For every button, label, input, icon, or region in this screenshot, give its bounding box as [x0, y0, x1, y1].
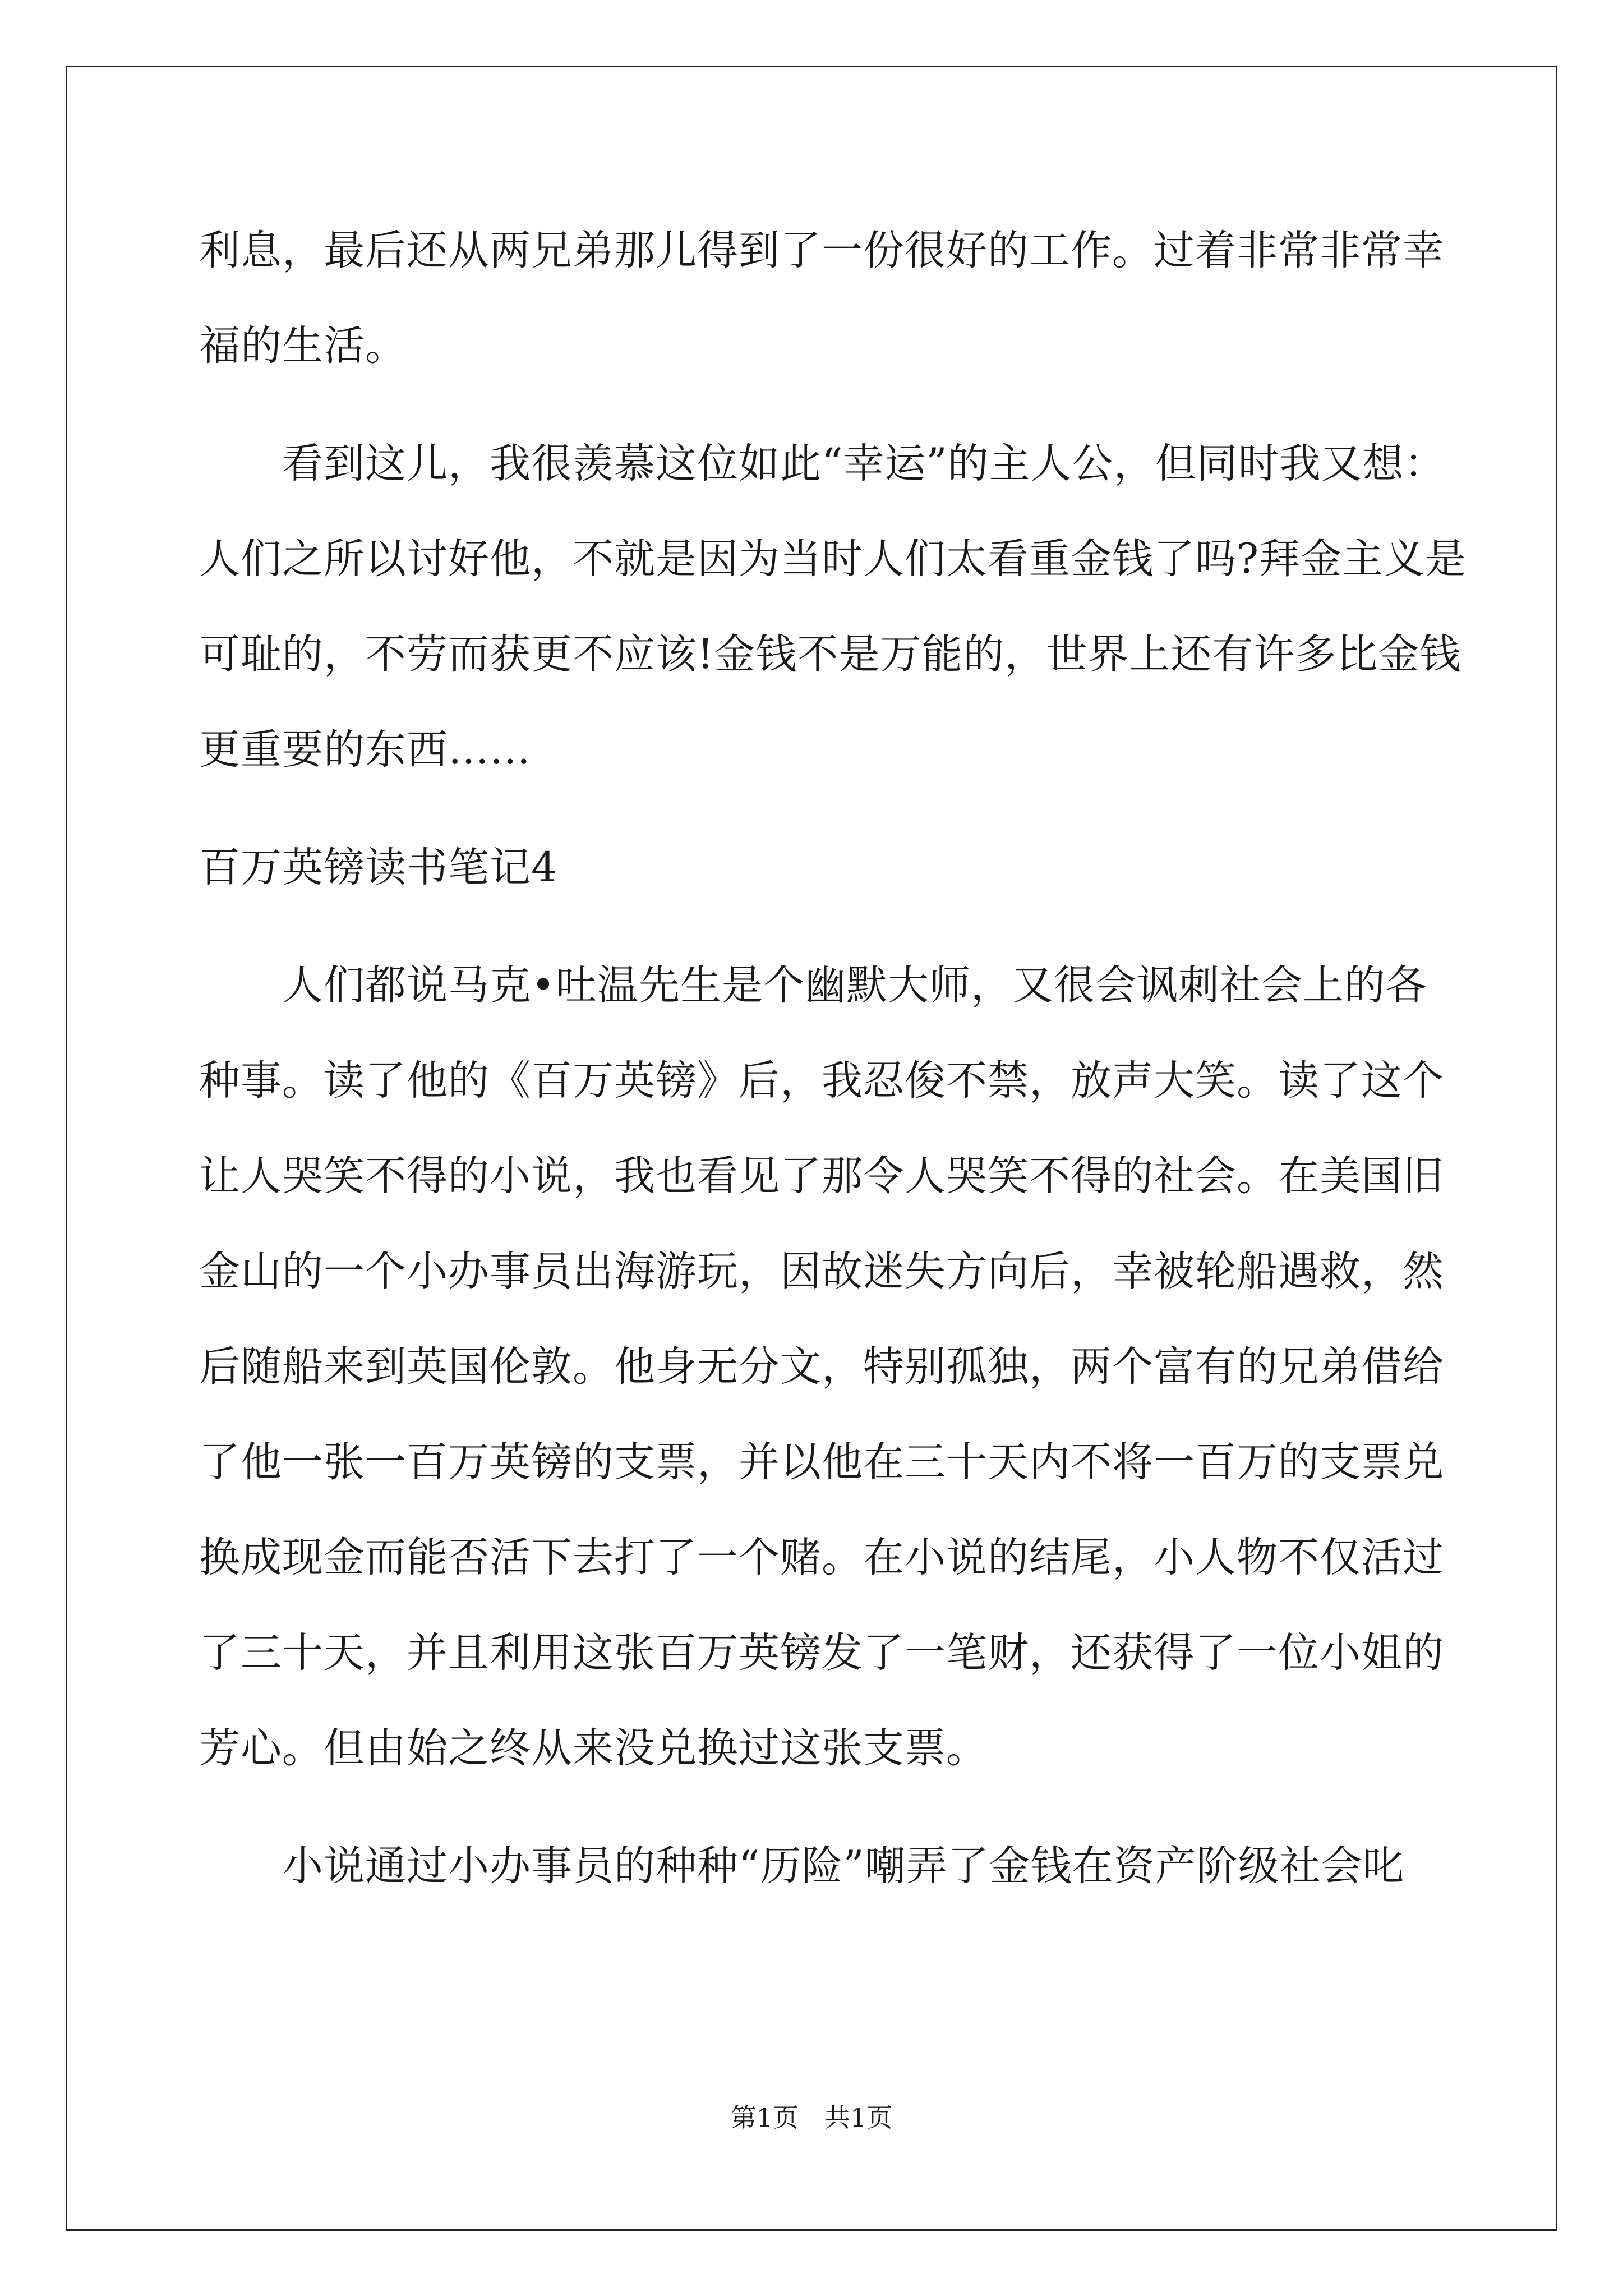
section-heading: 百万英镑读书笔记4: [199, 844, 558, 891]
body-line: 人们之所以讨好他，不就是因为当时人们太看重金钱了吗?拜金主义是: [199, 535, 1467, 583]
body-line: 让人哭笑不得的小说，我也看见了那令人哭笑不得的社会。在美国旧: [199, 1152, 1444, 1200]
body-line: 换成现金而能否活下去打了一个赌。在小说的结尾，小人物不仅活过: [199, 1534, 1444, 1581]
body-line: 利息，最后还从两兄弟那儿得到了一份很好的工作。过着非常非常幸: [199, 227, 1444, 274]
page-number-footer: 第1页 共1页: [730, 2102, 893, 2133]
body-line: 小说通过小办事员的种种“历险”嘲弄了金钱在资产阶级社会叱: [199, 1842, 1404, 1890]
body-line: 后随船来到英国伦敦。他身无分文，特别孤独，两个富有的兄弟借给: [199, 1343, 1444, 1391]
body-line: 更重要的东西……: [199, 726, 531, 774]
body-line: 金山的一个小办事员出海游玩，因故迷失方向后，幸被轮船遇救，然: [199, 1248, 1444, 1295]
body-line: 人们都说马克•吐温先生是个幽默大师，又很会讽刺社会上的各: [199, 961, 1428, 1009]
body-line: 可耻的，不劳而获更不应该!金钱不是万能的，世界上还有许多比金钱: [199, 631, 1461, 678]
body-line: 看到这儿，我很羡慕这位如此“幸运”的主人公，但同时我又想：: [199, 440, 1446, 487]
body-line: 种事。读了他的《百万英镑》后，我忍俊不禁，放声大笑。读了这个: [199, 1057, 1444, 1105]
body-line: 了他一张一百万英镑的支票，并以他在三十天内不将一百万的支票兑: [199, 1438, 1444, 1486]
body-line: 了三十天，并且利用这张百万英镑发了一笔财，还获得了一位小姐的: [199, 1629, 1444, 1677]
page-border: [66, 66, 1557, 2231]
body-line: 福的生活。: [199, 322, 407, 370]
body-line: 芳心。但由始之终从来没兑换过这张支票。: [199, 1724, 988, 1772]
